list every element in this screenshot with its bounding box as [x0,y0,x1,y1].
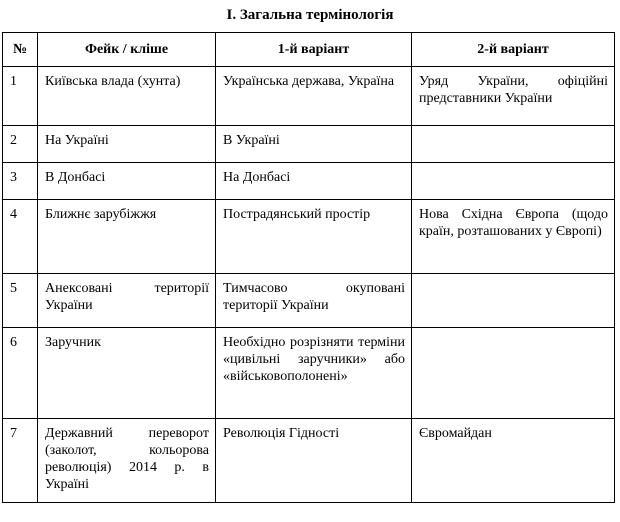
row-number: 6 [3,328,38,419]
variant-2-term: Євромайдан [412,419,615,503]
table-row [3,328,615,419]
row-number: 2 [3,126,38,163]
fake-term: На Україні [38,126,216,163]
variant-1-term: В Україні [216,126,412,163]
fake-term: В Донбасі [38,163,216,200]
table-row [3,67,615,126]
terminology-table [2,32,615,503]
table-row [3,419,615,503]
variant-2-term [412,126,615,163]
header-variant-2: 2-й варіант [412,33,615,67]
variant-1-term: Тимчасово окуповані території України [216,274,412,328]
row-number: 1 [3,67,38,126]
header-number: № [3,33,38,67]
variant-2-term [412,163,615,200]
row-number: 5 [3,274,38,328]
variant-2-term [412,274,615,328]
variant-2-term: Нова Східна Європа (щодо країн, розташованих у Європі) [412,200,615,274]
variant-1-term: На Донбасі [216,163,412,200]
header-fake: Фейк / кліше [38,33,216,67]
table-row [3,200,615,274]
variant-1-term: Українська держава, Україна [216,67,412,126]
table-header-row [3,33,615,67]
table-row [3,274,615,328]
section-title: І. Загальна термінологія [226,7,394,23]
row-number: 3 [3,163,38,200]
row-number: 7 [3,419,38,503]
table-row [3,126,615,163]
row-number: 4 [3,200,38,274]
variant-1-term: Революція Гідності [216,419,412,503]
variant-2-term: Уряд України, офіційні представники України [412,67,615,126]
fake-term: Державний переворот (заколот, кольорова революція) 2014 р. в Україні [38,419,216,503]
fake-term: Київська влада (хунта) [38,67,216,126]
header-variant-1: 1-й варіант [216,33,412,67]
variant-1-term: Пострадянський простір [216,200,412,274]
variant-2-term [412,328,615,419]
variant-1-term: Необхідно розрізняти терміни «цивільні заручники» або «військовополонені» [216,328,412,419]
fake-term: Анексовані території України [38,274,216,328]
fake-term: Ближнє зарубіжжя [38,200,216,274]
table-row [3,163,615,200]
fake-term: Заручник [38,328,216,419]
